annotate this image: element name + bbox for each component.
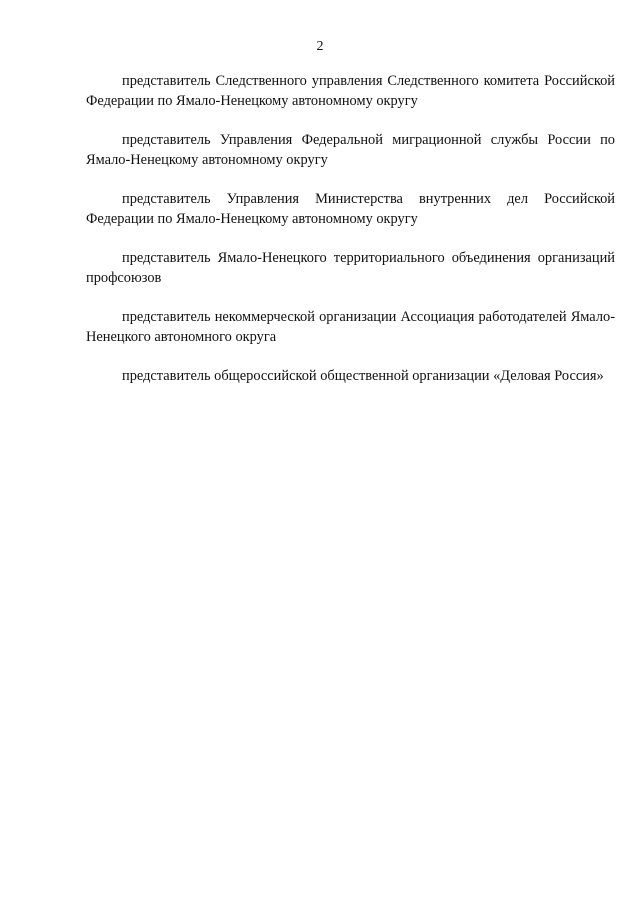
list-item-employers-association: представитель некоммерческой организации Ассоциация работодателей Ямало-Ненецкого автономного округа [86, 309, 615, 345]
page-number: 2 [316, 39, 324, 54]
list-item-business-russia: представитель общероссийской общественной организации «Деловая Россия» [122, 368, 604, 384]
list-item-interior-ministry: представитель Управления Министерства внутренних дел Российской Федерации по Ямало-Ненецкому автономному округу [86, 191, 615, 227]
list-item-migration-service: представитель Управления Федеральной миграционной службы России по Ямало-Ненецкому автономному округу [86, 132, 615, 168]
list-item-trade-unions: представитель Ямало-Ненецкого территориального объединения организаций профсоюзов [86, 250, 615, 286]
list-item-investigative-committee: представитель Следственного управления Следственного комитета Российской Федерации по Ямало-Ненецкому автономному округу [86, 73, 615, 109]
document-body [86, 71, 615, 405]
